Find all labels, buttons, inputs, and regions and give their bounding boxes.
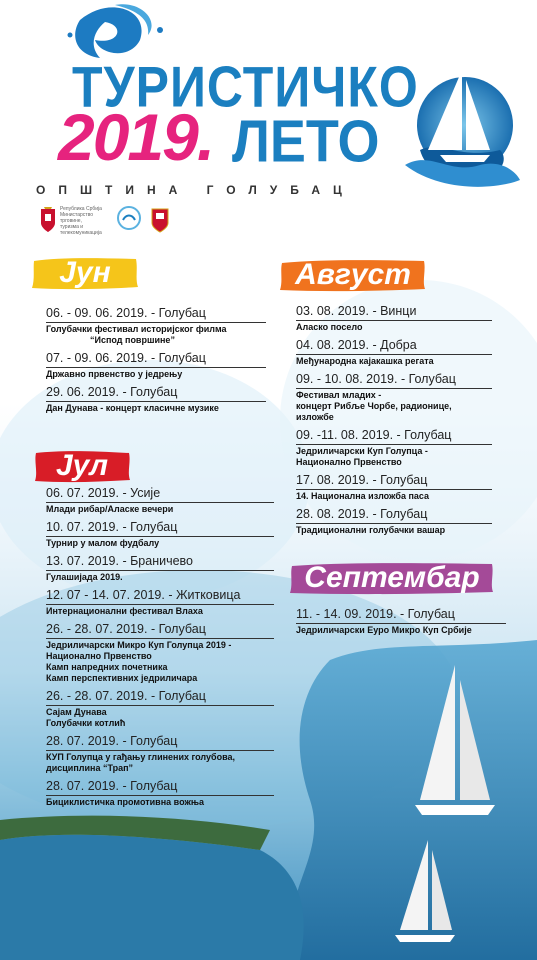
event-description [46,324,266,346]
tourism-ministry-logo [116,205,142,233]
event-description [296,625,506,636]
event-date: 28. 07. 2019. - Голубац [46,734,274,751]
event-description-line: Гулашијада 2019. [46,572,123,582]
event-list-avgust [296,304,492,536]
month-badge-jun [30,255,140,291]
event-date: 26. - 28. 07. 2019. - Голубац [46,689,274,706]
event-description [296,356,492,367]
title-year: 2019. [58,100,214,174]
event-item [296,607,506,636]
event-date: 06. 07. 2019. - Усије [46,486,274,503]
event-description-line: “Испод површине” [90,335,175,345]
event-description [46,538,274,549]
event-date: 26. - 28. 07. 2019. - Голубац [46,622,274,639]
event-date: 13. 07. 2019. - Браничево [46,554,274,571]
event-description-line: Дан Дунава - концерт класичне музике [46,403,219,413]
event-description-line: Камп напредних почетника [46,662,168,672]
event-description-line: концерт Рибље Чорбе, радионице, [296,401,452,411]
event-date: 09. -11. 08. 2019. - Голубац [296,428,492,445]
event-description-line: Турнир у малом фудбалу [46,538,160,548]
event-description [46,403,266,414]
event-item [46,385,266,414]
ministry-caption-line: Министарство трговине, [60,212,93,224]
event-list-jun [46,306,266,414]
serbia-coat-of-arms-icon [40,205,56,233]
event-description-line: Сајам Дунава [46,707,107,717]
event-item [296,428,492,468]
event-list-jul [46,486,274,808]
event-description-line: дисциплина “Трап” [46,763,134,773]
event-description-line: Национално Првенство [46,651,152,661]
event-list-septembar [296,607,506,636]
event-item [296,304,492,333]
event-description-line: Бициклистичка промотивна вожња [46,797,204,807]
event-description [46,369,266,380]
event-description [46,797,274,808]
event-description-line: 14. Национална изложба паса [296,491,430,501]
municipality-name: ОПШТИНА ГОЛУБАЦ [36,183,355,197]
event-date: 28. 08. 2019. - Голубац [296,507,492,524]
event-description [296,491,492,502]
event-description [46,752,274,774]
event-date: 10. 07. 2019. - Голубац [46,520,274,537]
event-description-line: Једриличарски Микро Куп Голупца 2019 - [46,640,232,650]
event-date: 28. 07. 2019. - Голубац [46,779,274,796]
event-description-line: Једриличарски Еуро Микро Куп Србије [296,625,472,635]
event-item [46,554,274,583]
event-description [296,525,492,536]
event-description [46,707,274,729]
ministry-caption-line: Република Србија [60,206,102,212]
event-item [296,372,492,423]
event-description [296,390,492,423]
event-item [296,338,492,367]
title-turisticko: ТУРИСТИЧКО [72,54,419,119]
event-description-line: Национално Првенство [296,457,402,467]
event-description-line: Међународна кајакашка регата [296,356,434,366]
event-item [296,507,492,536]
ministry-caption-line: туризма и телекомуникација [60,224,102,236]
month-badge-septembar [288,560,496,596]
event-description-line: Једриличарски Куп Голупца - [296,446,428,456]
event-description-line: Интернационални фестивал Влаха [46,606,203,616]
month-badge-avgust [278,257,428,293]
month-label-avgust: Август [295,258,411,291]
month-badge-jul [32,448,132,484]
event-description-line: Камп перспективних једриличара [46,673,198,683]
event-description-line: Голубачки котлић [46,718,126,728]
event-item [46,588,274,617]
event-description-line: изложбе [296,412,334,422]
event-item [46,689,274,729]
golubac-coat-of-arms-icon [150,205,170,233]
event-date: 17. 08. 2019. - Голубац [296,473,492,490]
event-item [46,779,274,808]
event-date: 29. 06. 2019. - Голубац [46,385,266,402]
event-description-line: Традиционални голубачки вашар [296,525,446,535]
event-description-line: Аласко посело [296,322,363,332]
event-item [46,351,266,380]
event-item [46,306,266,346]
event-item [46,520,274,549]
event-date: 09. - 10. 08. 2019. - Голубац [296,372,492,389]
event-item [296,473,492,502]
event-description [296,322,492,333]
ministry-caption [60,206,112,236]
month-label-septembar: Септембар [304,561,480,594]
event-description [46,606,274,617]
event-item [46,734,274,774]
event-description-line: Млади рибар/Аласке вечери [46,504,174,514]
event-description [46,572,274,583]
event-date: 07. - 09. 06. 2019. - Голубац [46,351,266,368]
event-description [296,446,492,468]
event-item [46,486,274,515]
event-date: 12. 07 - 14. 07. 2019. - Житковица [46,588,274,605]
event-date: 04. 08. 2019. - Добра [296,338,492,355]
month-label-jul: Јул [55,449,109,482]
event-description [46,640,274,684]
event-description [46,504,274,515]
event-date: 06. - 09. 06. 2019. - Голубац [46,306,266,323]
event-description-line: Државно првенство у једрењу [46,369,183,379]
event-date: 03. 08. 2019. - Винци [296,304,492,321]
event-description-line: Голубачки фестивал историјског филма [46,324,227,334]
title-leto: ЛЕТО [232,108,380,175]
event-date: 11. - 14. 09. 2019. - Голубац [296,607,506,624]
month-label-jun: Јун [59,256,111,289]
event-description-line: КУП Голупца у гађању глинених голубова, [46,752,235,762]
event-description-line: Фестивал младих - [296,390,382,400]
event-item [46,622,274,684]
